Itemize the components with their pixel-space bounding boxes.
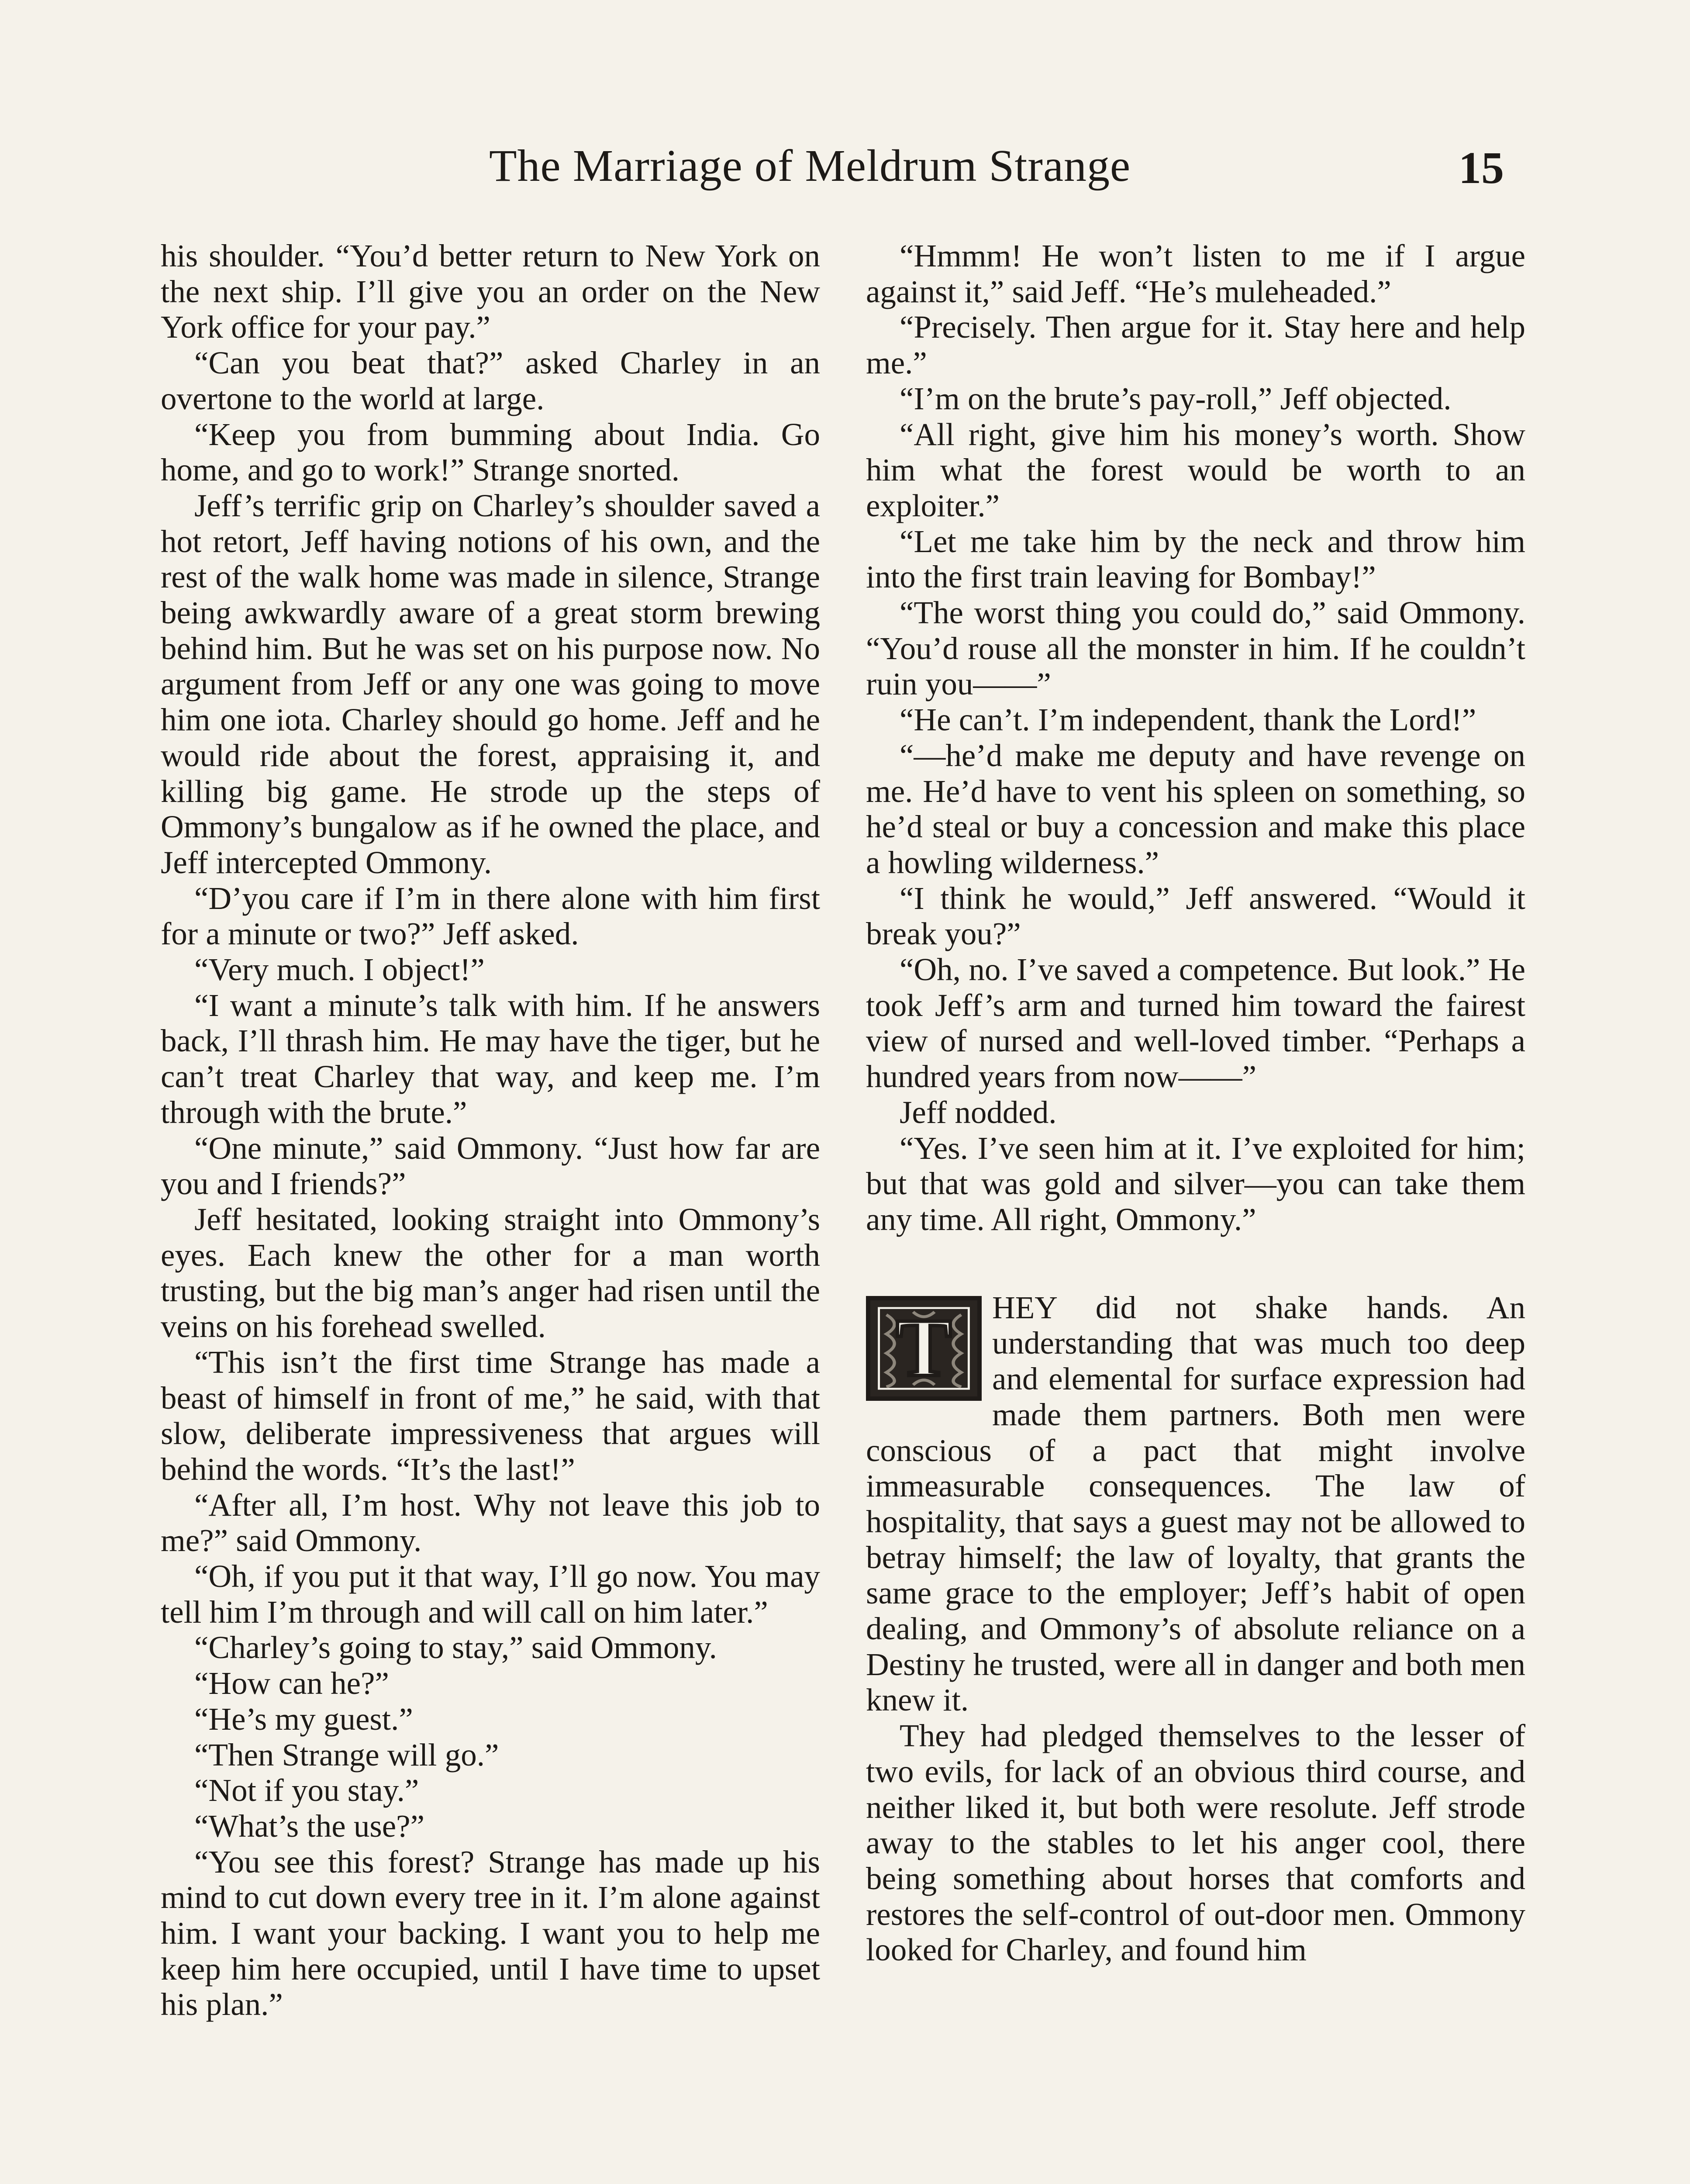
paragraph: Jeff’s terrific grip on Charley’s shoulder saved a hot retort, Jeff having notions of his own, and the rest of the walk home was made in silence, Strange being awkwardly aware of a great storm brewing behind him. But he was set on his purpose now. No argument from Jeff or any one was going to move him one iota. Charley should go home. Jeff and he would ride about the forest, appraising it, and killing big game. He strode up the steps of Ommony’s bungalow as if he owned the place, and Jeff intercepted Ommony. — [161, 487, 820, 880]
dropcap-letter: T — [896, 1302, 952, 1394]
paragraph: Jeff hesitated, looking straight into Ommony’s eyes. Each knew the other for a man worth trusting, but the big man’s anger had risen until the veins on his forehead swelled. — [161, 1201, 820, 1344]
paragraph: “All right, give him his money’s worth. Show him what the forest would be worth to an exploiter.” — [866, 416, 1525, 523]
paragraph: Jeff nodded. — [900, 1094, 1057, 1130]
paragraph: “Not if you stay.” — [194, 1773, 419, 1808]
paragraph: “He can’t. I’m independent, thank the Lord!” — [900, 702, 1476, 738]
paragraph: “Keep you from bumming about India. Go home, and go to work!” Strange snorted. — [161, 416, 820, 488]
paragraph: “—he’d make me deputy and have revenge on me. He’d have to vent his spleen on something, so he’d steal or buy a concession and make this place a howling wilderness.” — [866, 737, 1525, 880]
paragraph: “I’m on the brute’s pay-roll,” Jeff objected. — [900, 380, 1452, 416]
paragraph: “Charley’s going to stay,” said Ommony. — [194, 1630, 717, 1666]
paragraph: “What’s the use?” — [194, 1808, 424, 1844]
paragraph: “How can he?” — [194, 1666, 389, 1701]
running-header-title: The Marriage of Meldrum Strange — [489, 141, 1131, 191]
paragraph: “Let me take him by the neck and throw him into the first train leaving for Bombay!” — [866, 523, 1525, 595]
paragraph: “He’s my guest.” — [194, 1701, 413, 1737]
paragraph: “After all, I’m host. Why not leave this job to me?” said Ommony. — [161, 1487, 820, 1559]
paragraph: his shoulder. “You’d better return to New York on the next ship. I’ll give you an order on the New York office for your pay.” — [161, 238, 820, 345]
paragraph: “I think he would,” Jeff answered. “Would it break you?” — [866, 880, 1525, 952]
paragraph-text: HEY did not shake hands. An understanding that was much too deep and elemental for surface expression had made them partners. Both men were conscious of a pact that might involve immeasurable consequences. The law of hospitality, that says a guest may not be allowed to betray himself; the law of loyalty, that grants the same grace to the employer; Jeff’s habit of open dealing, and Ommony’s of absolute reliance on a Destiny he trusted, were all in danger and both men knew it. — [866, 1289, 1525, 1718]
paragraph: “I want a minute’s talk with him. If he answers back, I’ll thrash him. He may have the tiger, but he can’t treat Charley that way, and keep me. I’m through with the brute.” — [161, 987, 820, 1130]
right-column — [866, 238, 1525, 1968]
section-opening-paragraph — [866, 1290, 1525, 1718]
paragraph: They had pledged themselves to the lesser of two evils, for lack of an obvious third course, and neither liked it, but both were resolute. Jeff strode away to the stables to let his anger cool, there being something about horses that comforts and restores the self-control of out-door men. Ommony looked for Charley, and found him — [866, 1718, 1525, 1968]
paragraph: “Precisely. Then argue for it. Stay here and help me.” — [866, 309, 1525, 381]
left-column — [161, 238, 820, 2022]
paragraph: “Hmmm! He won’t listen to me if I argue against it,” said Jeff. “He’s muleheaded.” — [866, 238, 1525, 309]
paragraph: “Very much. I object!” — [194, 952, 485, 988]
paragraph: “Can you beat that?” asked Charley in an overtone to the world at large. — [161, 345, 820, 416]
paragraph: “Yes. I’ve seen him at it. I’ve exploited for him; but that was gold and silver—you can take them any time. All right, Ommony.” — [866, 1130, 1525, 1237]
paragraph: “Oh, no. I’ve saved a competence. But look.” He took Jeff’s arm and turned him toward the fairest view of nursed and well-loved timber. “Perhaps a hundred years from now——” — [866, 952, 1525, 1095]
page-number: 15 — [1459, 143, 1504, 193]
paragraph: “Oh, if you put it that way, I’ll go now. You may tell him I’m through and will call on him later.” — [161, 1559, 820, 1630]
paragraph: “The worst thing you could do,” said Ommony. “You’d rouse all the monster in him. If he couldn’t ruin you——” — [866, 595, 1525, 702]
decorative-dropcap — [866, 1296, 982, 1401]
paragraph: “You see this forest? Strange has made up his mind to cut down every tree in it. I’m alone against him. I want your backing. I want you to help me keep him here occupied, until I have time to upset his plan.” — [161, 1844, 820, 2022]
paragraph: “D’you care if I’m in there alone with him first for a minute or two?” Jeff asked. — [161, 880, 820, 952]
paragraph: “This isn’t the first time Strange has made a beast of himself in front of me,” he said, with that slow, deliberate impressiveness that argues will behind the words. “It’s the last!” — [161, 1344, 820, 1487]
paragraph: “One minute,” said Ommony. “Just how far are you and I friends?” — [161, 1130, 820, 1202]
paragraph: “Then Strange will go.” — [194, 1737, 499, 1773]
